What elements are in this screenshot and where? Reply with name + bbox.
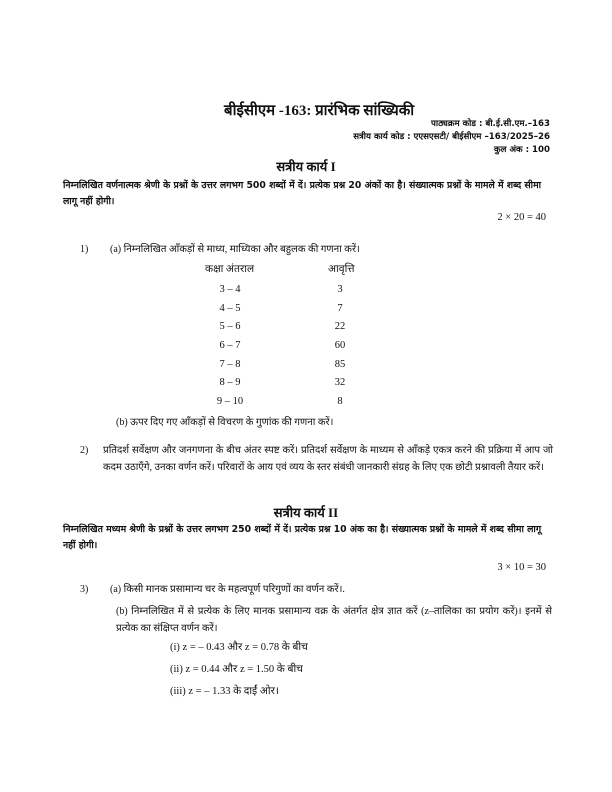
question-1b-text: (b) ऊपर दिए गए आँकड़ों से विचरण के गुणांक की गणना करें।: [116, 417, 334, 428]
question-2-number: 2): [80, 445, 89, 456]
table-cell: 4 – 5: [219, 303, 241, 314]
table-cell: 60: [334, 340, 346, 351]
table-cell: 32: [334, 377, 346, 388]
table-cell: 8: [337, 396, 343, 407]
question-3-number: 3): [80, 584, 89, 595]
table-cell: 3 – 4: [219, 284, 241, 295]
section-1-instruction: निम्नलिखित वर्णनात्मक श्रेणी के प्रश्नों के उत्तर लगभग 500 शब्दों में दें। प्रत्येक प्रश्न 20 अंकों का है। संख्यात्मक प्रश्नों के मामले में शब्द सीमा लागू नहीं होगी।: [63, 180, 542, 207]
table-cell: 3: [337, 284, 343, 295]
question-1-number: 1): [80, 244, 89, 255]
question-3b-subpart-i: (i) z = – 0.43 और z = 0.78 के बीच: [170, 642, 308, 653]
table-header-frequency: आवृत्ति: [328, 264, 355, 275]
table-cell: 6 – 7: [219, 340, 241, 351]
question-3b-subpart-iii: (iii) z = – 1.33 के दाईं ओर।: [170, 686, 279, 697]
table-cell: 5 – 6: [219, 321, 241, 332]
question-2-text: प्रतिदर्श सर्वेक्षण और जनगणना के बीच अंतर स्पष्ट करें। प्रतिदर्श सर्वेक्षण के माध्यम से आँकड़े एकत्र करने की प्रक्रिया में आप जो कदम उठाएँगे, उनका वर्णन करें। परिवारों के आय एवं व्यय के स्तर संबंधी जानकारी संग्रह के लिए एक छोटी प्रश्नावली तैयार करें।: [103, 445, 553, 473]
table-cell: 7 – 8: [219, 359, 241, 370]
total-marks: कुल अंक : 100: [494, 145, 550, 155]
section-2-instruction: निम्नलिखित मध्यम श्रेणी के प्रश्नों के उत्तर लगभग 250 शब्दों में दें। प्रत्येक प्रश्न 10 अंक का है। संख्यात्मक प्रश्नों के मामले में शब्द सीमा लागू नहीं होगी।: [63, 524, 542, 551]
table-cell: 8 – 9: [219, 377, 241, 388]
question-3a-text: (a) किसी मानक प्रसामान्य चर के महत्वपूर्ण परिगुणों का वर्णन करें।.: [110, 584, 345, 595]
question-3b-subpart-ii: (ii) z = 0.44 और z = 1.50 के बीच: [170, 664, 303, 675]
section-2-marks: 3 × 10 = 30: [497, 562, 546, 573]
table-cell: 22: [334, 321, 346, 332]
assignment-code: सत्रीय कार्य कोड : एएसएसटी/ बीईसीएम –163/2025–26: [353, 132, 550, 142]
section-1-title: सत्रीय कार्य I: [276, 159, 336, 174]
question-1a-text: (a) निम्नलिखित आँकड़ों से माध्य, माध्यिका और बहुलक की गणना करें।: [110, 244, 360, 255]
question-3b-text: (b) निम्नलिखित में से प्रत्येक के लिए मानक प्रसामान्य वक्र के अंतर्गत क्षेत्र ज्ञात करें (z–तालिका का प्रयोग करें)। इनमें से प्रत्येक का संक्षिप्त वर्णन करें।: [116, 606, 552, 634]
section-1-marks: 2 × 20 = 40: [497, 212, 546, 223]
table-cell: 85: [334, 359, 346, 370]
course-code: पाठ्यक्रम कोड : बी.ई.सी.एम.–163: [431, 119, 550, 129]
section-2-title: सत्रीय कार्य II: [273, 505, 339, 520]
table-header-class-interval: कक्षा अंतराल: [205, 264, 255, 275]
table-cell: 9 – 10: [216, 396, 244, 407]
table-cell: 7: [337, 303, 343, 314]
page-title: बीईसीएम -163: प्रारंभिक सांख्यिकी: [224, 103, 415, 119]
